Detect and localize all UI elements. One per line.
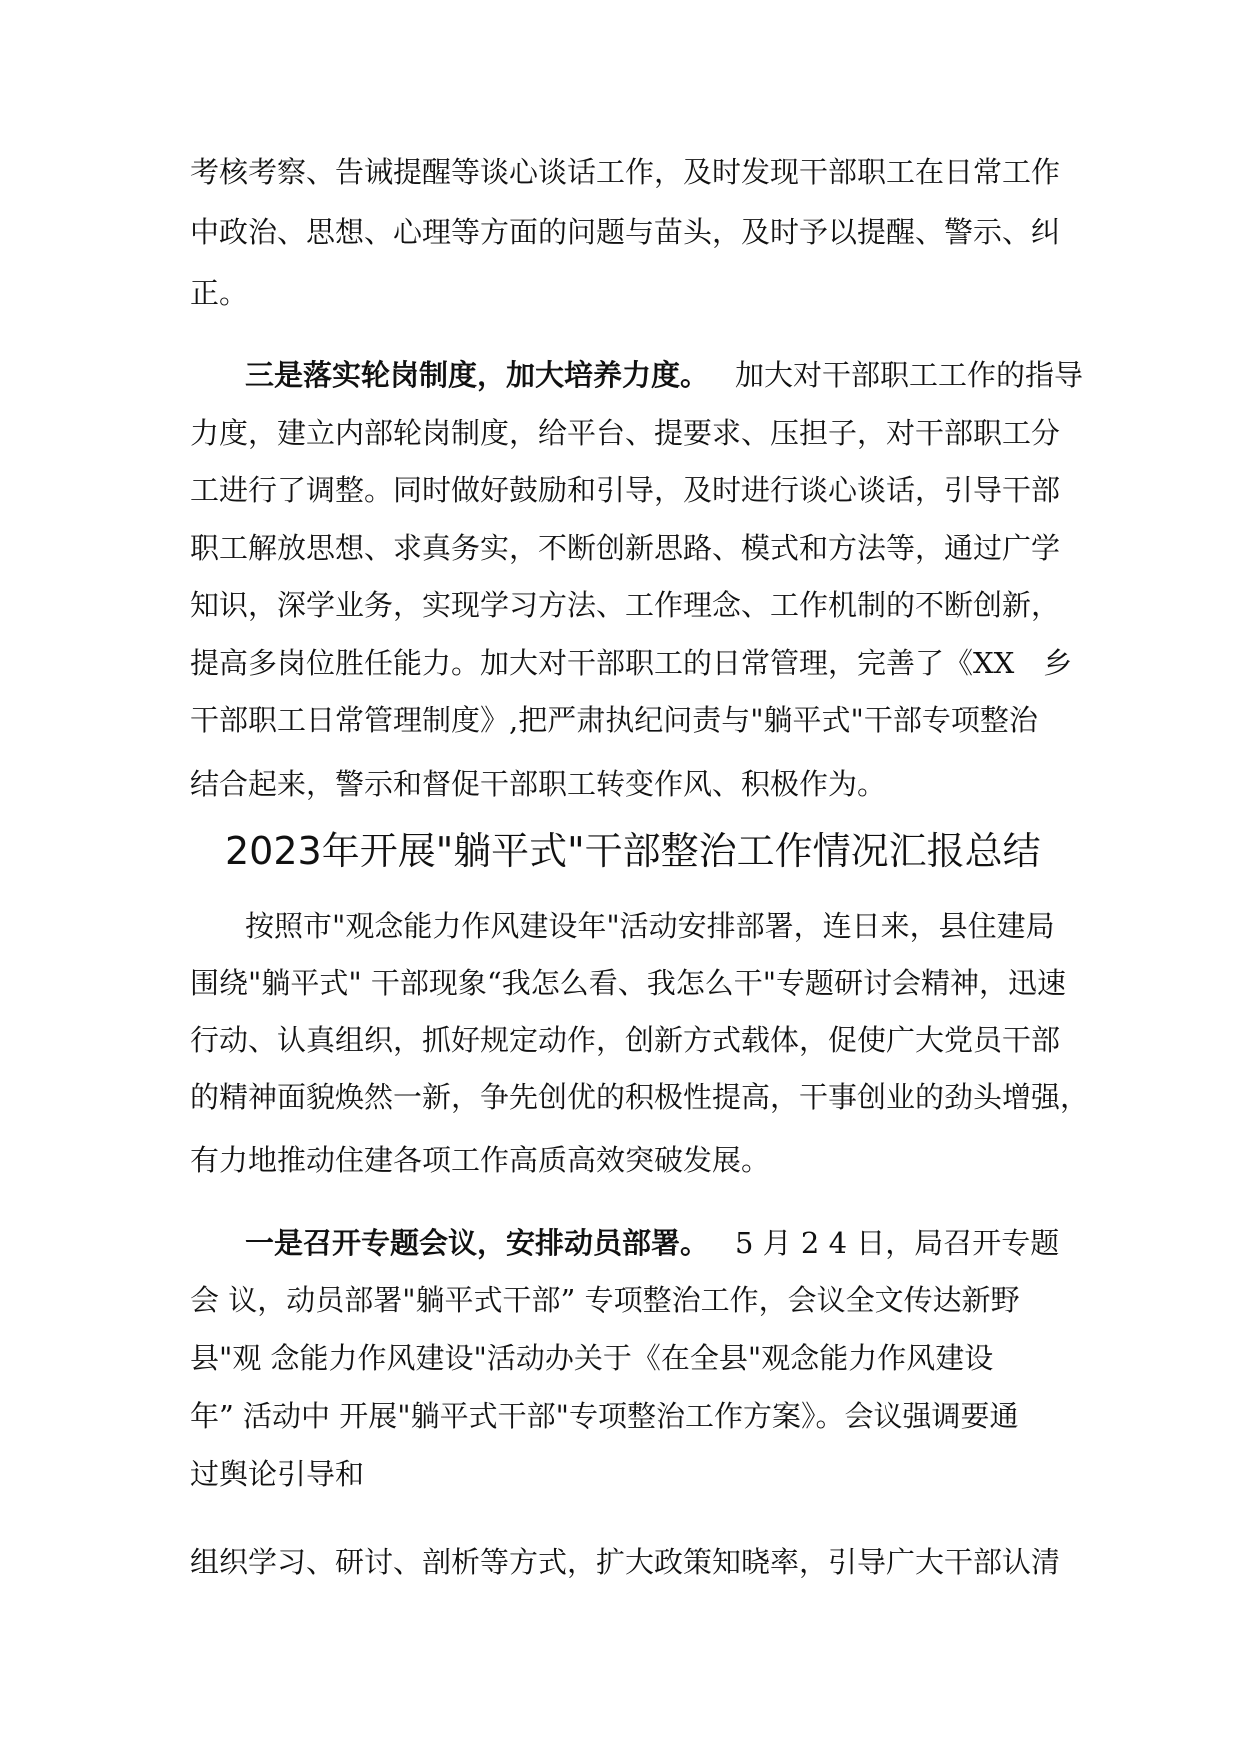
section-lead-rest: 加大对干部职工工作的指导 (735, 358, 1084, 392)
paragraph-line: 工进行了调整。同时做好鼓励和引导，及时进行谈心谈话，引导干部 (190, 473, 1061, 507)
paragraph-line: 知识，深学业务，实现学习方法、工作理念、工作机制的不断创新， (190, 588, 1061, 622)
paragraph-line: 县"观 念能力作风建设"活动办关于《在全县"观念能力作风建设 (190, 1341, 994, 1375)
paragraph-line: 正。 (190, 276, 249, 310)
paragraph-line: 职工解放思想、求真务实，不断创新思路、模式和方法等，通过广学 (190, 531, 1061, 565)
paragraph-line: 年” 活动中 开展"躺平式干部"专项整治工作方案》。会议强调要通 (190, 1399, 1019, 1433)
section-lead-heading: 三是落实轮岗制度，加大培养力度。 (245, 358, 710, 392)
paragraph-line: 中政治、思想、心理等方面的问题与苗头，及时予以提醒、警示、纠 (190, 215, 1061, 249)
paragraph-line: 干部职工日常管理制度》,把严肃执纪问责与"躺平式"干部专项整治 (190, 703, 1038, 737)
paragraph-line: 结合起来，警示和督促干部职工转变作风、积极作为。 (190, 767, 887, 801)
document-title: 2023年开展"躺平式"干部整治工作情况汇报总结 (225, 829, 1041, 873)
paragraph-line: 考核考察、告诫提醒等谈心谈话工作，及时发现干部职工在日常工作 (190, 155, 1061, 189)
paragraph-first-line (245, 1225, 1059, 1261)
paragraph-line: 力度，建立内部轮岗制度，给平台、提要求、压担子，对干部职工分 (190, 416, 1061, 450)
paragraph-line: 过舆论引导和 (190, 1457, 365, 1491)
paragraph-line: 围绕"躺平式" 干部现象“我怎么看、我怎么干"专题研讨会精神，迅速 (190, 966, 1067, 1000)
paragraph-line: 有力地推动住建各项工作高质高效突破发展。 (190, 1143, 771, 1177)
paragraph-line: 的精神面貌焕然一新，争先创优的积极性提高，干事创业的劲头增强， (190, 1080, 1090, 1114)
paragraph-line: 会 议，动员部署"躺平式干部” 专项整治工作，会议全文传达新野 (190, 1283, 1020, 1317)
paragraph-line: 按照市"观念能力作风建设年"活动安排部署，连日来，县住建局 (245, 909, 1055, 943)
section-lead-rest: 5 月 2 4 日，局召开专题 (735, 1226, 1060, 1260)
section-lead-heading: 一是召开专题会议，安排动员部署。 (245, 1226, 710, 1260)
paragraph-line: 提高多岗位胜任能力。加大对干部职工的日常管理，完善了《XX 乡 (190, 646, 1073, 680)
paragraph-first-line (245, 357, 1083, 393)
paragraph-line: 组织学习、研讨、剖析等方式，扩大政策知晓率，引导广大干部认清 (190, 1545, 1061, 1579)
paragraph-line: 行动、认真组织，抓好规定动作，创新方式载体，促使广大党员干部 (190, 1023, 1061, 1057)
